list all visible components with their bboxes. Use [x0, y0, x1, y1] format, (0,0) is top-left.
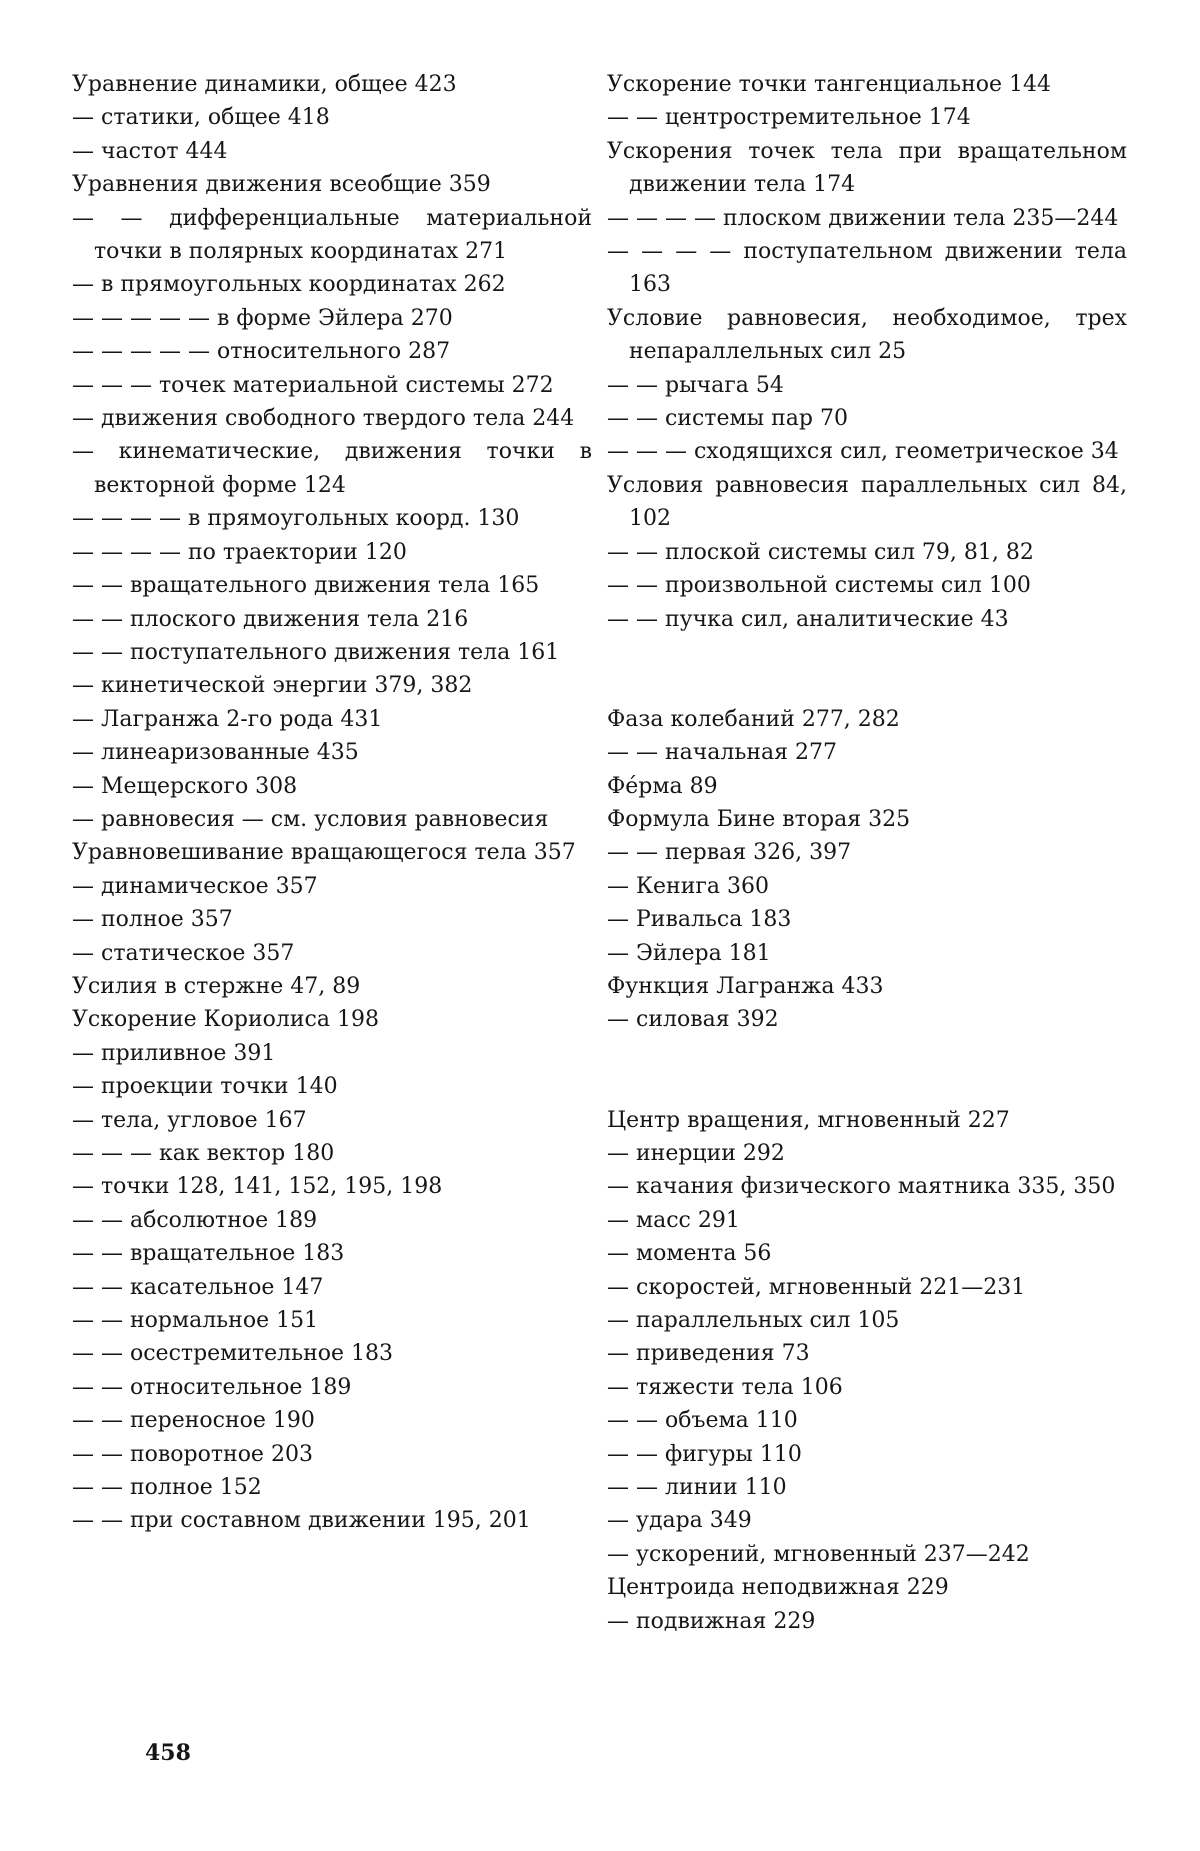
index-entry: — — — как вектор 180	[72, 1141, 335, 1166]
index-entry: — — центростремительное 174	[607, 105, 971, 131]
index-entry: — — полное 152	[72, 1475, 262, 1501]
index-entry: — тела, угловое 167	[72, 1107, 307, 1133]
index-entry: — — плоского движения тела 216	[72, 606, 469, 632]
index-entry: — кинематические, движения точки в векторной форме 124	[72, 439, 592, 498]
group-spacer	[607, 1070, 1127, 1103]
index-entry: — — первая 326, 397	[607, 840, 852, 866]
index-entry: Уравновешивание вращающегося тела 357	[72, 840, 576, 866]
index-entry: Уравнения движения всеобщие 359	[72, 172, 491, 198]
index-entry: — качания физического маятника 335, 350	[607, 1174, 1116, 1200]
index-entry: Ускорения точек тела при вращательном движении тела 174	[607, 138, 1127, 198]
index-entry: — частот 444	[72, 138, 228, 164]
index-entry: — — касательное 147	[72, 1274, 324, 1300]
index-entry: — — — — плоском движении тела 235—244	[607, 205, 1119, 231]
index-entry: — параллельных сил 105	[607, 1307, 900, 1333]
index-entry: — — — сходящихся сил, геометрическое 34	[607, 439, 1119, 465]
index-entry: Фаза колебаний 277, 282	[607, 706, 900, 732]
index-entry: — — — — — относительного 287	[72, 339, 451, 365]
index-entry: — — осестремительное 183	[72, 1341, 393, 1367]
index-entry: — — относительное 189	[72, 1374, 352, 1400]
index-entry: — Кенига 360	[607, 873, 769, 899]
index-entry: Усилия в стержне 47, 89	[72, 973, 361, 999]
index-entry: Формула Бине вторая 325	[607, 806, 911, 832]
index-entry: — приведения 73	[607, 1341, 810, 1367]
index-entry: — ускорений, мгновенный 237—242	[607, 1541, 1030, 1567]
index-entry: — — — — — в форме Эйлера 270	[72, 305, 453, 331]
index-entry: — движения свободного твердого тела 244	[72, 406, 575, 432]
group-spacer	[607, 636, 1127, 669]
index-entry: — — вращательное 183	[72, 1241, 345, 1267]
index-entry: — — рычага 54	[607, 372, 784, 398]
index-entry: — инерции 292	[607, 1140, 785, 1166]
index-entry: — подвижная 229	[607, 1608, 816, 1634]
index-entry: — Эйлера 181	[607, 940, 771, 966]
index-entry: — тяжести тела 106	[607, 1374, 843, 1400]
index-entry: — — фигуры 110	[607, 1441, 802, 1467]
index-entry: — — системы пар 70	[607, 406, 848, 432]
index-entry: — — дифференциальные материальной точки в полярных координатах 271	[72, 205, 592, 265]
index-column-right	[607, 68, 1127, 1638]
index-entry: — масс 291	[607, 1207, 740, 1233]
index-entry: — равновесия — см. условия равновесия	[72, 806, 549, 832]
index-entry: — удара 349	[607, 1508, 752, 1534]
index-entry: — — пучка сил, аналитические 43	[607, 606, 1009, 632]
index-entry: Ускорение точки тангенциальное 144	[607, 72, 1051, 97]
index-entry: — статики, общее 418	[72, 105, 330, 131]
index-entry: — Ривальса 183	[607, 907, 792, 933]
index-entry: — динамическое 357	[72, 873, 318, 899]
index-entry: — — начальная 277	[607, 740, 838, 766]
index-entry: — — при составном движении 195, 201	[72, 1508, 531, 1534]
page-number: 458	[145, 1740, 191, 1766]
index-entry: — приливное 391	[72, 1040, 276, 1066]
index-entry: — — произвольной системы сил 100	[607, 573, 1031, 599]
index-group-u	[607, 68, 1127, 636]
index-entry: — линеаризованные 435	[72, 740, 359, 766]
index-entry: — — — точек материальной системы 272	[72, 372, 554, 398]
index-entry: — статическое 357	[72, 940, 295, 966]
index-entry: Центр вращения, мгновенный 227	[607, 1107, 1010, 1133]
group-spacer	[607, 1037, 1127, 1070]
index-entry: — — — — по траектории 120	[72, 539, 407, 565]
index-entry: Уравнение динамики, общее 423	[72, 72, 457, 97]
group-spacer	[607, 669, 1127, 702]
index-entry: — — плоской системы сил 79, 81, 82	[607, 539, 1034, 565]
index-entry: — в прямоугольных координатах 262	[72, 272, 506, 298]
index-entry: — — — — в прямоугольных коорд. 130	[72, 506, 520, 532]
index-entry: — — — — поступательном движении тела 163	[607, 239, 1127, 298]
index-entry: — — линии 110	[607, 1475, 787, 1500]
index-entry: — — нормальное 151	[72, 1308, 319, 1334]
index-entry: — Мещерского 308	[72, 773, 298, 799]
index-entry: — кинетической энергии 379, 382	[72, 673, 473, 699]
index-entry: — — поступательного движения тела 161	[72, 639, 560, 665]
index-entry: — силовая 392	[607, 1007, 779, 1033]
index-entry: — — переносное 190	[72, 1408, 315, 1434]
index-entry: — скоростей, мгновенный 221—231	[607, 1274, 1026, 1300]
index-entry: Ускорение Кориолиса 198	[72, 1007, 379, 1033]
index-entry: Центроида неподвижная 229	[607, 1575, 949, 1601]
index-entry: — проекции точки 140	[72, 1074, 338, 1100]
index-entry: Условия равновесия параллельных сил 84, 102	[607, 472, 1127, 532]
index-entry: — — вращательного движения тела 165	[72, 573, 540, 599]
index-entry: Условие равновесия, необходимое, трех непараллельных сил 25	[607, 305, 1127, 365]
index-entry: — Лагранжа 2-го рода 431	[72, 706, 383, 732]
index-entry: — момента 56	[607, 1241, 772, 1267]
index-entry: — точки 128, 141, 152, 195, 198	[72, 1174, 443, 1200]
index-entry: — полное 357	[72, 907, 233, 933]
index-entry: Фéрма 89	[607, 773, 718, 799]
index-column-left	[72, 68, 592, 1538]
index-entry: Функция Лагранжа 433	[607, 973, 884, 999]
index-entry: — — объема 110	[607, 1408, 798, 1434]
index-entry: — — абсолютное 189	[72, 1207, 318, 1233]
index-entry: — — поворотное 203	[72, 1441, 313, 1467]
index-group-ts	[607, 1104, 1127, 1639]
index-group-f	[607, 703, 1127, 1037]
